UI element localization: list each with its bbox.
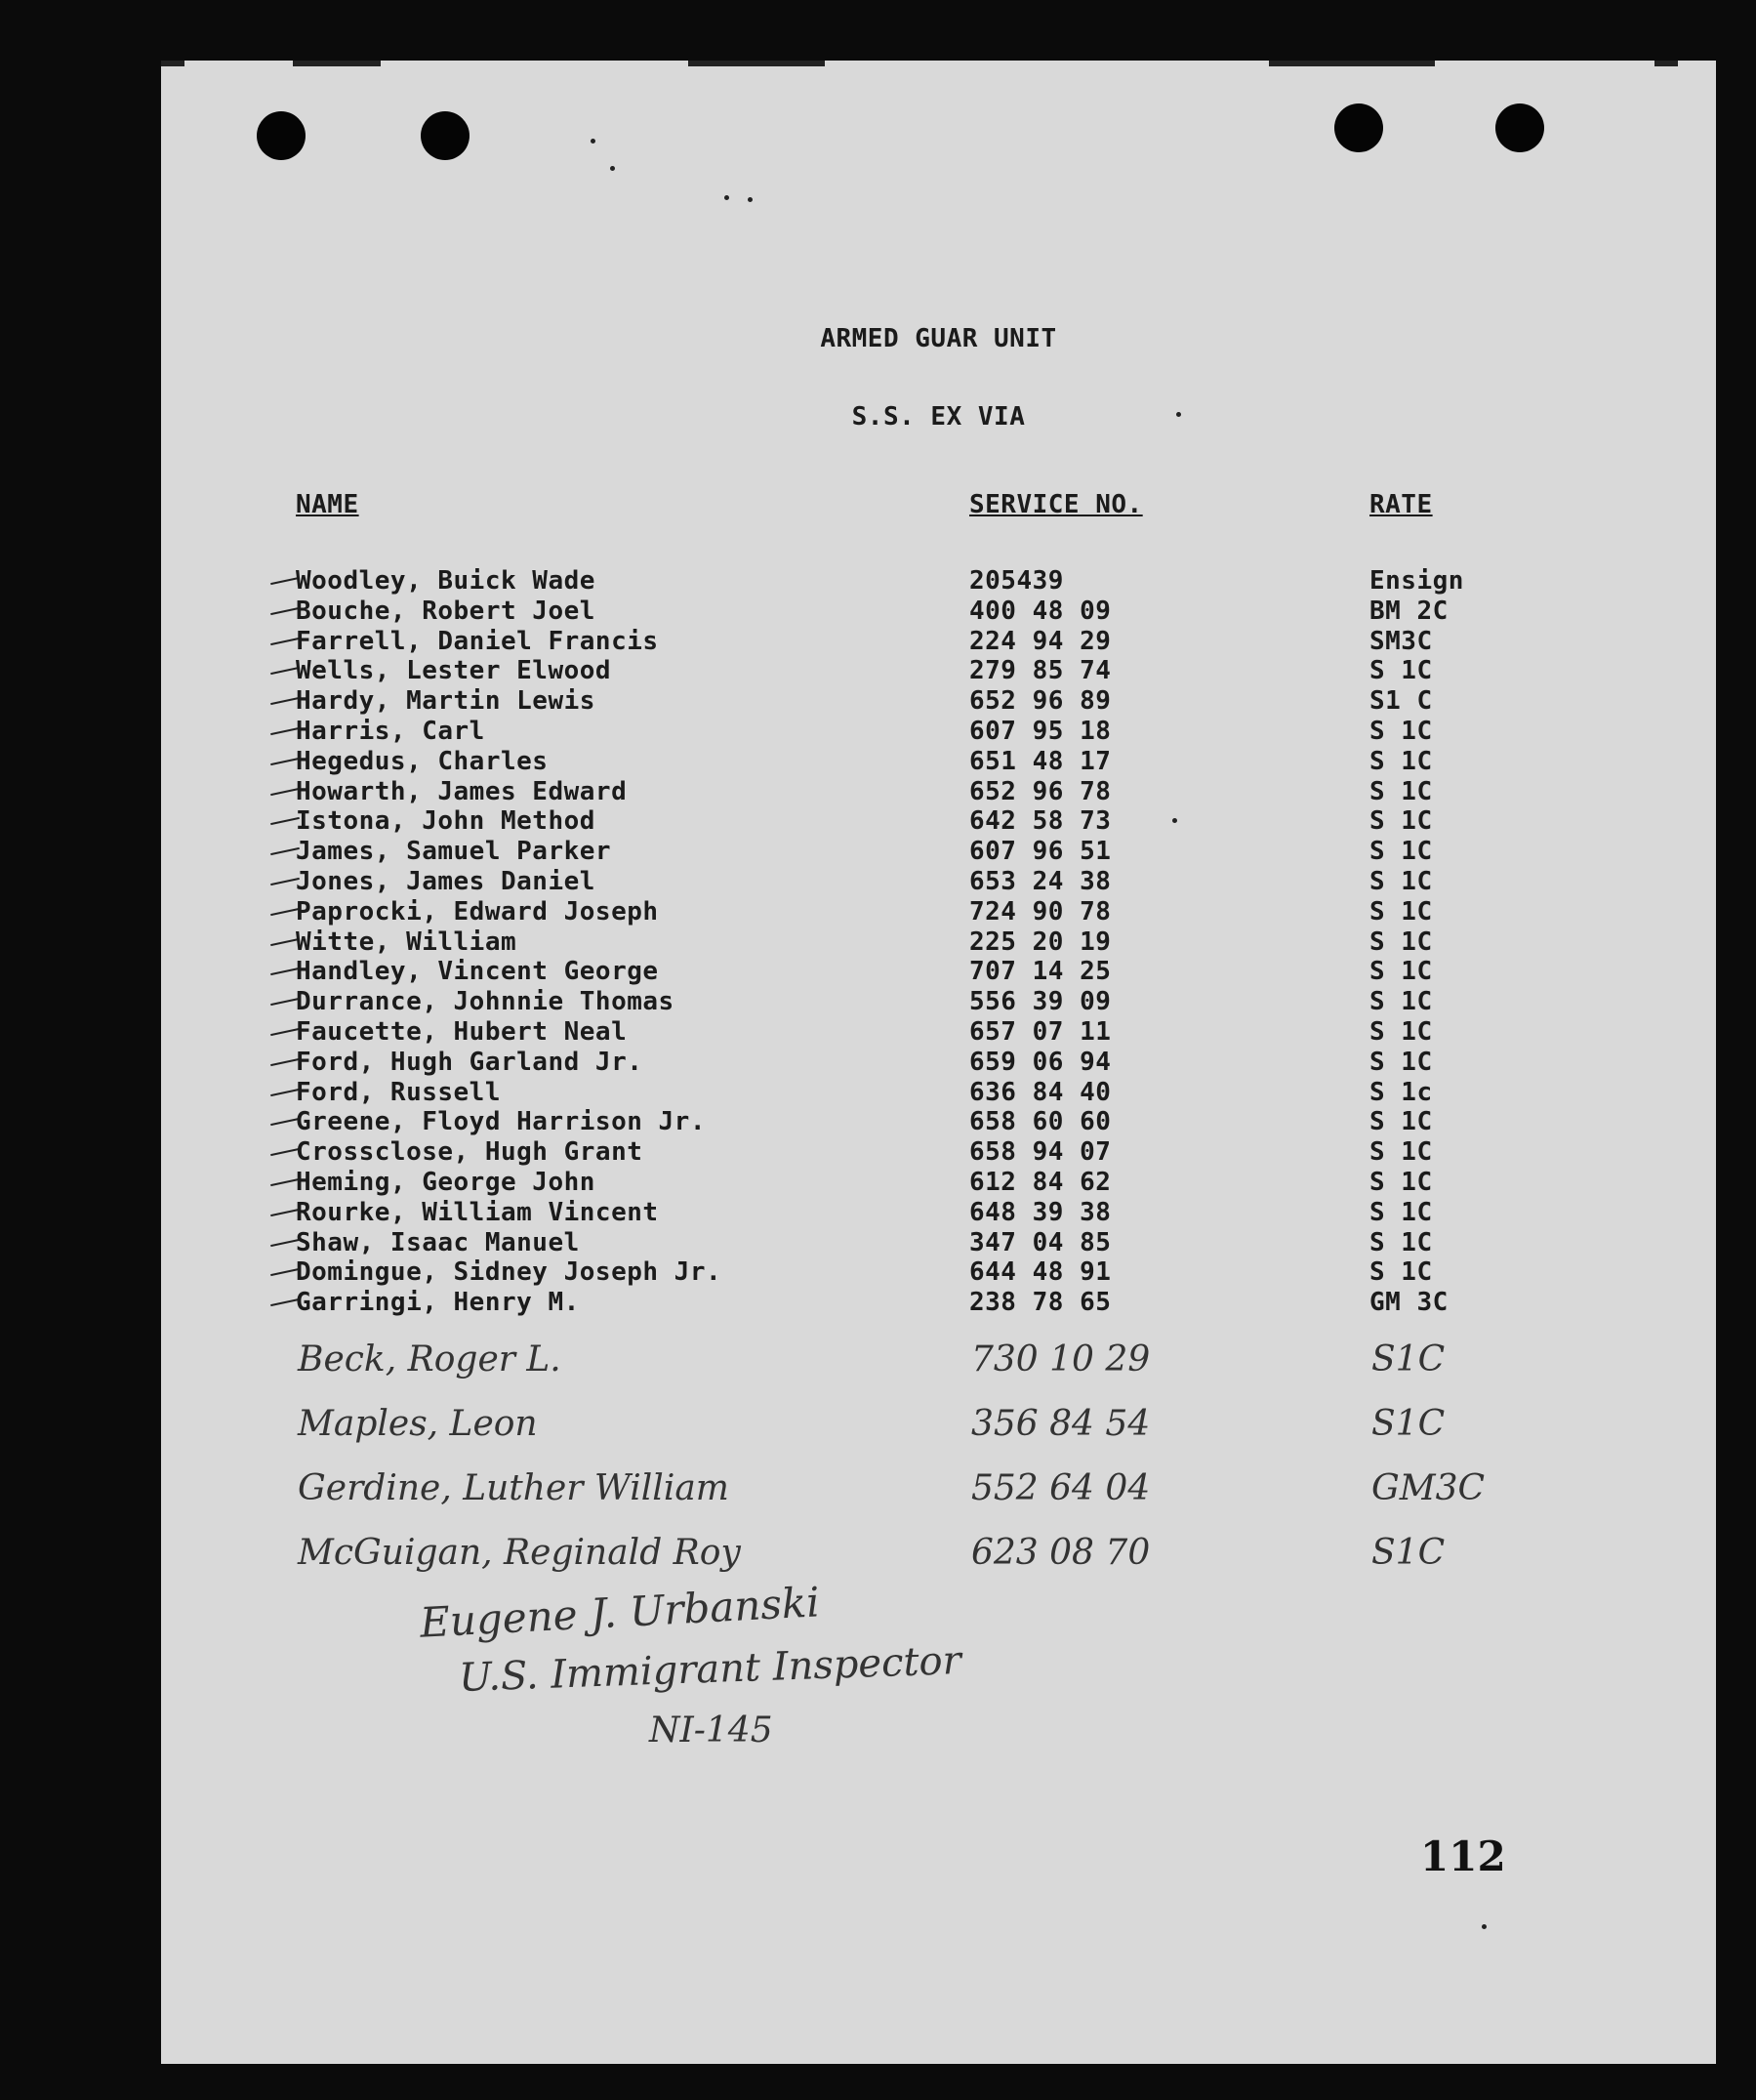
table-row [161, 747, 1716, 777]
row-name: Ford, Russell [296, 1077, 501, 1107]
row-rate: GM 3C [1369, 1288, 1449, 1318]
handwritten-name: McGuigan, Reginald Roy [298, 1533, 741, 1573]
row-rate: S 1C [1369, 806, 1433, 837]
table-row [161, 717, 1716, 747]
row-service-no: 652 96 89 [969, 686, 1112, 717]
row-name: Harris, Carl [296, 717, 485, 746]
row-rate: S 1C [1369, 746, 1433, 776]
row-rate: S1 C [1369, 686, 1433, 717]
handwritten-service-no: 552 64 04 [971, 1468, 1151, 1508]
handwritten-rate: S1C [1371, 1533, 1446, 1573]
page-number: 112 [1420, 1832, 1506, 1880]
table-row [161, 1228, 1716, 1258]
table-row [161, 867, 1716, 897]
row-service-no: 607 95 18 [969, 717, 1112, 746]
row-name: Hegedus, Charles [296, 746, 549, 776]
row-service-no: 612 84 62 [969, 1168, 1112, 1197]
table-row [161, 686, 1716, 717]
row-service-no: 642 58 73 [969, 806, 1112, 837]
row-name: Istona, John Method [296, 806, 595, 837]
table-row [161, 1078, 1716, 1108]
row-name: Ford, Hugh Garland Jr. [296, 1047, 643, 1077]
handwritten-name: Gerdine, Luther William [298, 1468, 729, 1508]
row-service-no: 556 39 09 [969, 987, 1112, 1017]
row-rate: S 1C [1369, 926, 1433, 957]
handwritten-rate: S1C [1371, 1339, 1446, 1379]
table-row [161, 1288, 1716, 1318]
top-edge-mark [1654, 61, 1678, 66]
unit-title: ARMED GUAR UNIT [820, 324, 1057, 353]
row-rate: S 1C [1369, 717, 1433, 746]
row-service-no: 658 60 60 [969, 1107, 1112, 1137]
row-name: James, Samuel Parker [296, 837, 612, 867]
row-name: Paprocki, Edward Joseph [296, 896, 659, 926]
row-rate: S 1C [1369, 837, 1433, 867]
row-name: Domingue, Sidney Joseph Jr. [296, 1257, 722, 1288]
handwritten-service-no: 730 10 29 [971, 1339, 1151, 1379]
row-name: Durrance, Johnnie Thomas [296, 987, 674, 1017]
row-service-no: 659 06 94 [969, 1047, 1112, 1077]
handwritten-rate: GM3C [1371, 1468, 1486, 1508]
row-name: Hardy, Martin Lewis [296, 686, 595, 717]
document-page [161, 61, 1716, 2064]
punch-hole [1334, 103, 1383, 152]
row-service-no: 279 85 74 [969, 656, 1112, 686]
row-name: Handley, Vincent George [296, 957, 659, 987]
row-rate: S 1C [1369, 1137, 1433, 1168]
row-service-no: 658 94 07 [969, 1137, 1112, 1168]
table-row [161, 806, 1716, 837]
table-row [161, 627, 1716, 657]
punch-hole [1495, 103, 1544, 152]
table-row [161, 927, 1716, 958]
column-header-service-no: SERVICE NO. [969, 490, 1143, 519]
ship-name: S.S. EX VIA [851, 402, 1026, 432]
row-rate: S 1C [1369, 1047, 1433, 1077]
handwritten-service-no: 356 84 54 [971, 1404, 1151, 1444]
speck [748, 197, 753, 202]
table-row [161, 1198, 1716, 1228]
row-service-no: 652 96 78 [969, 776, 1112, 806]
row-rate: S 1C [1369, 1257, 1433, 1288]
row-rate: S 1C [1369, 896, 1433, 926]
table-row [161, 987, 1716, 1017]
row-service-no: 707 14 25 [969, 957, 1112, 987]
row-service-no: 644 48 91 [969, 1257, 1112, 1288]
row-name: Garringi, Henry M. [296, 1288, 580, 1318]
row-name: Wells, Lester Elwood [296, 656, 612, 686]
row-rate: S 1C [1369, 776, 1433, 806]
row-rate: SM3C [1369, 626, 1433, 656]
row-name: Howarth, James Edward [296, 776, 628, 806]
table-row [161, 897, 1716, 927]
handwritten-name: Beck, Roger L. [298, 1339, 561, 1379]
row-name: Bouche, Robert Joel [296, 596, 595, 626]
row-rate: S 1C [1369, 1107, 1433, 1137]
row-service-no: 657 07 11 [969, 1017, 1112, 1047]
table-row [161, 957, 1716, 987]
row-service-no: 224 94 29 [969, 626, 1112, 656]
row-service-no: 724 90 78 [969, 896, 1112, 926]
column-header-rate: RATE [1369, 490, 1433, 519]
row-rate: S 1C [1369, 867, 1433, 896]
row-service-no: 238 78 65 [969, 1288, 1112, 1318]
row-service-no: 225 20 19 [969, 926, 1112, 957]
table-row [161, 597, 1716, 627]
row-rate: S 1C [1369, 1197, 1433, 1227]
row-service-no: 607 96 51 [969, 837, 1112, 867]
row-name: Heming, George John [296, 1168, 595, 1197]
row-name: Jones, James Daniel [296, 867, 595, 896]
row-rate: S 1C [1369, 656, 1433, 686]
table-row [161, 1168, 1716, 1198]
row-name: Witte, William [296, 926, 517, 957]
speck [724, 195, 729, 200]
handwritten-rate: S1C [1371, 1404, 1446, 1444]
signature-title: U.S. Immigrant Inspector [458, 1638, 962, 1701]
row-name: Rourke, William Vincent [296, 1197, 659, 1227]
row-service-no: 205439 [969, 566, 1064, 596]
handwritten-name: Maples, Leon [298, 1404, 538, 1444]
top-edge-mark [293, 61, 381, 66]
table-row [161, 1137, 1716, 1168]
row-service-no: 653 24 38 [969, 867, 1112, 896]
row-service-no: 347 04 85 [969, 1227, 1112, 1257]
row-rate: BM 2C [1369, 596, 1449, 626]
row-service-no: 400 48 09 [969, 596, 1112, 626]
row-name: Woodley, Buick Wade [296, 566, 595, 596]
row-name: Farrell, Daniel Francis [296, 626, 659, 656]
row-name: Greene, Floyd Harrison Jr. [296, 1107, 706, 1137]
punch-hole [421, 111, 470, 160]
row-service-no: 651 48 17 [969, 746, 1112, 776]
table-row [161, 777, 1716, 807]
top-edge-mark [688, 61, 825, 66]
column-header-name: NAME [296, 490, 359, 519]
top-edge-mark [1269, 61, 1435, 66]
table-row [161, 1257, 1716, 1288]
row-rate: S 1C [1369, 987, 1433, 1017]
row-rate: S 1C [1369, 1168, 1433, 1197]
table-row [161, 1107, 1716, 1137]
row-rate: Ensign [1369, 566, 1464, 596]
table-row [161, 566, 1716, 597]
row-name: Shaw, Isaac Manuel [296, 1227, 580, 1257]
speck [591, 139, 595, 144]
signature-name: Eugene J. Urbanski [418, 1578, 821, 1647]
top-edge-mark [161, 61, 184, 66]
speck [1482, 1924, 1487, 1929]
row-rate: S 1C [1369, 1227, 1433, 1257]
row-name: Crossclose, Hugh Grant [296, 1137, 643, 1168]
speck [610, 166, 615, 171]
row-service-no: 636 84 40 [969, 1077, 1112, 1107]
row-name: Faucette, Hubert Neal [296, 1017, 628, 1047]
table-row [161, 837, 1716, 867]
handwritten-service-no: 623 08 70 [971, 1533, 1151, 1573]
row-service-no: 648 39 38 [969, 1197, 1112, 1227]
signature-code: NI-145 [649, 1710, 773, 1750]
row-rate: S 1C [1369, 957, 1433, 987]
table-row [161, 656, 1716, 686]
row-rate: S 1c [1369, 1077, 1433, 1107]
row-rate: S 1C [1369, 1017, 1433, 1047]
table-row [161, 1017, 1716, 1048]
punch-hole [257, 111, 306, 160]
table-row [161, 1048, 1716, 1078]
